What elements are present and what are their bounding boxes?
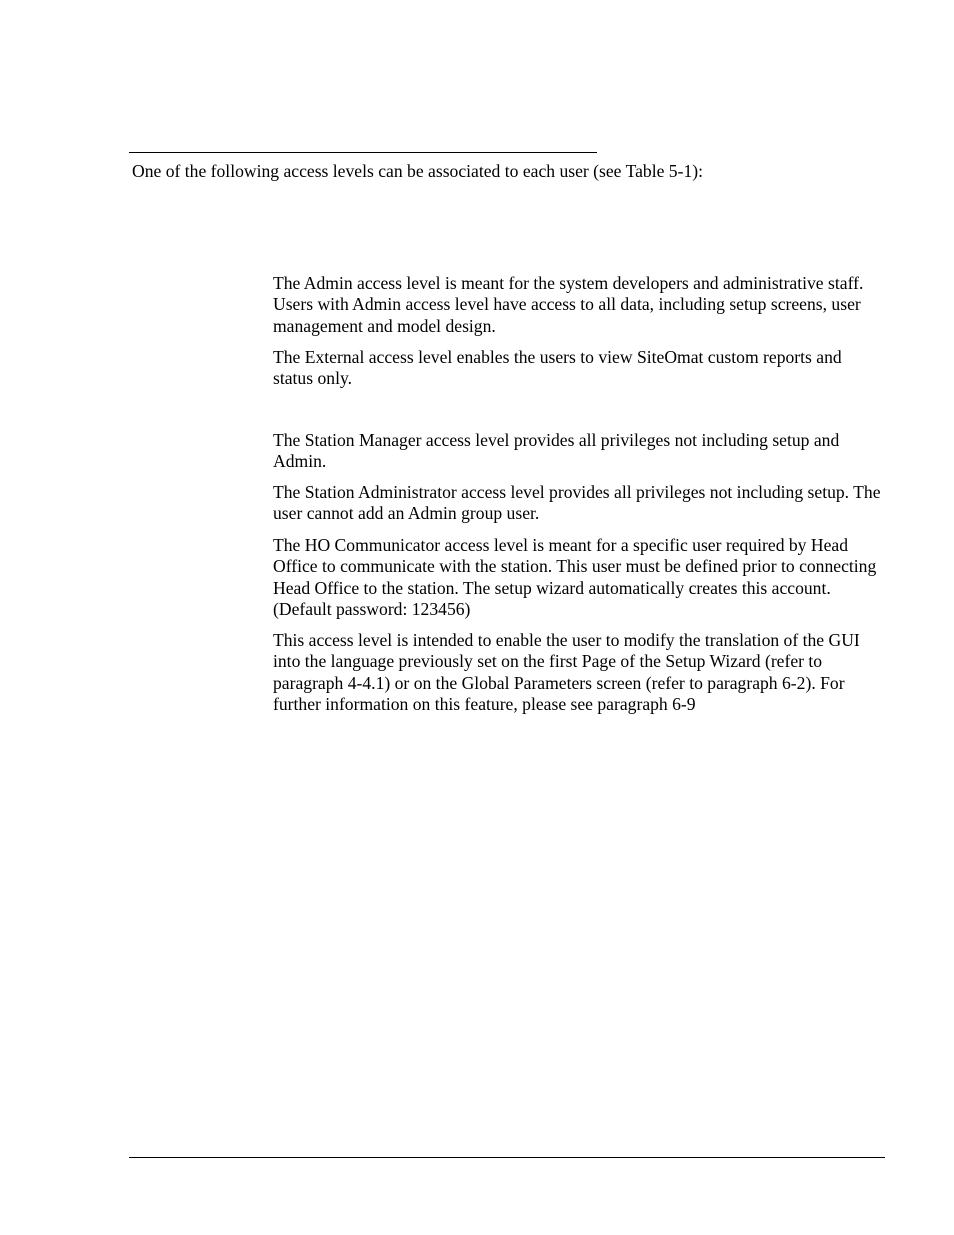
footer-rule: [129, 1157, 885, 1158]
station-administrator-level-description: The Station Administrator access level provides all privileges not including setup. The user cannot add an Admin group user.: [273, 482, 881, 524]
admin-level-description: The Admin access level is meant for the system developers and administrative staff. Users with Admin access level have access to all data, including setup screens, user management and model design.: [273, 273, 864, 336]
intro-paragraph: One of the following access levels can be associated to each user (see Table 5-1):: [132, 161, 703, 181]
translator-level-description: This access level is intended to enable the user to modify the translation of the GUI into the language previously set on the first Page of the Setup Wizard (refer to paragraph 4-4.1) or on the Global Parameters screen (refer to paragraph 6-2). For further information on this feature, please see paragraph 6-9: [273, 630, 860, 714]
ho-communicator-level-description: The HO Communicator access level is meant for a specific user required by Head Office to communicate with the station. This user must be defined prior to connecting Head Office to the station. The setup wizard automatically creates this account. (Default password: 123456): [273, 535, 877, 619]
station-manager-level-description: The Station Manager access level provides all privileges not including setup and Admin.: [273, 430, 840, 472]
header-rule: [129, 152, 597, 153]
external-level-description: The External access level enables the users to view SiteOmat custom reports and status only.: [273, 347, 842, 389]
